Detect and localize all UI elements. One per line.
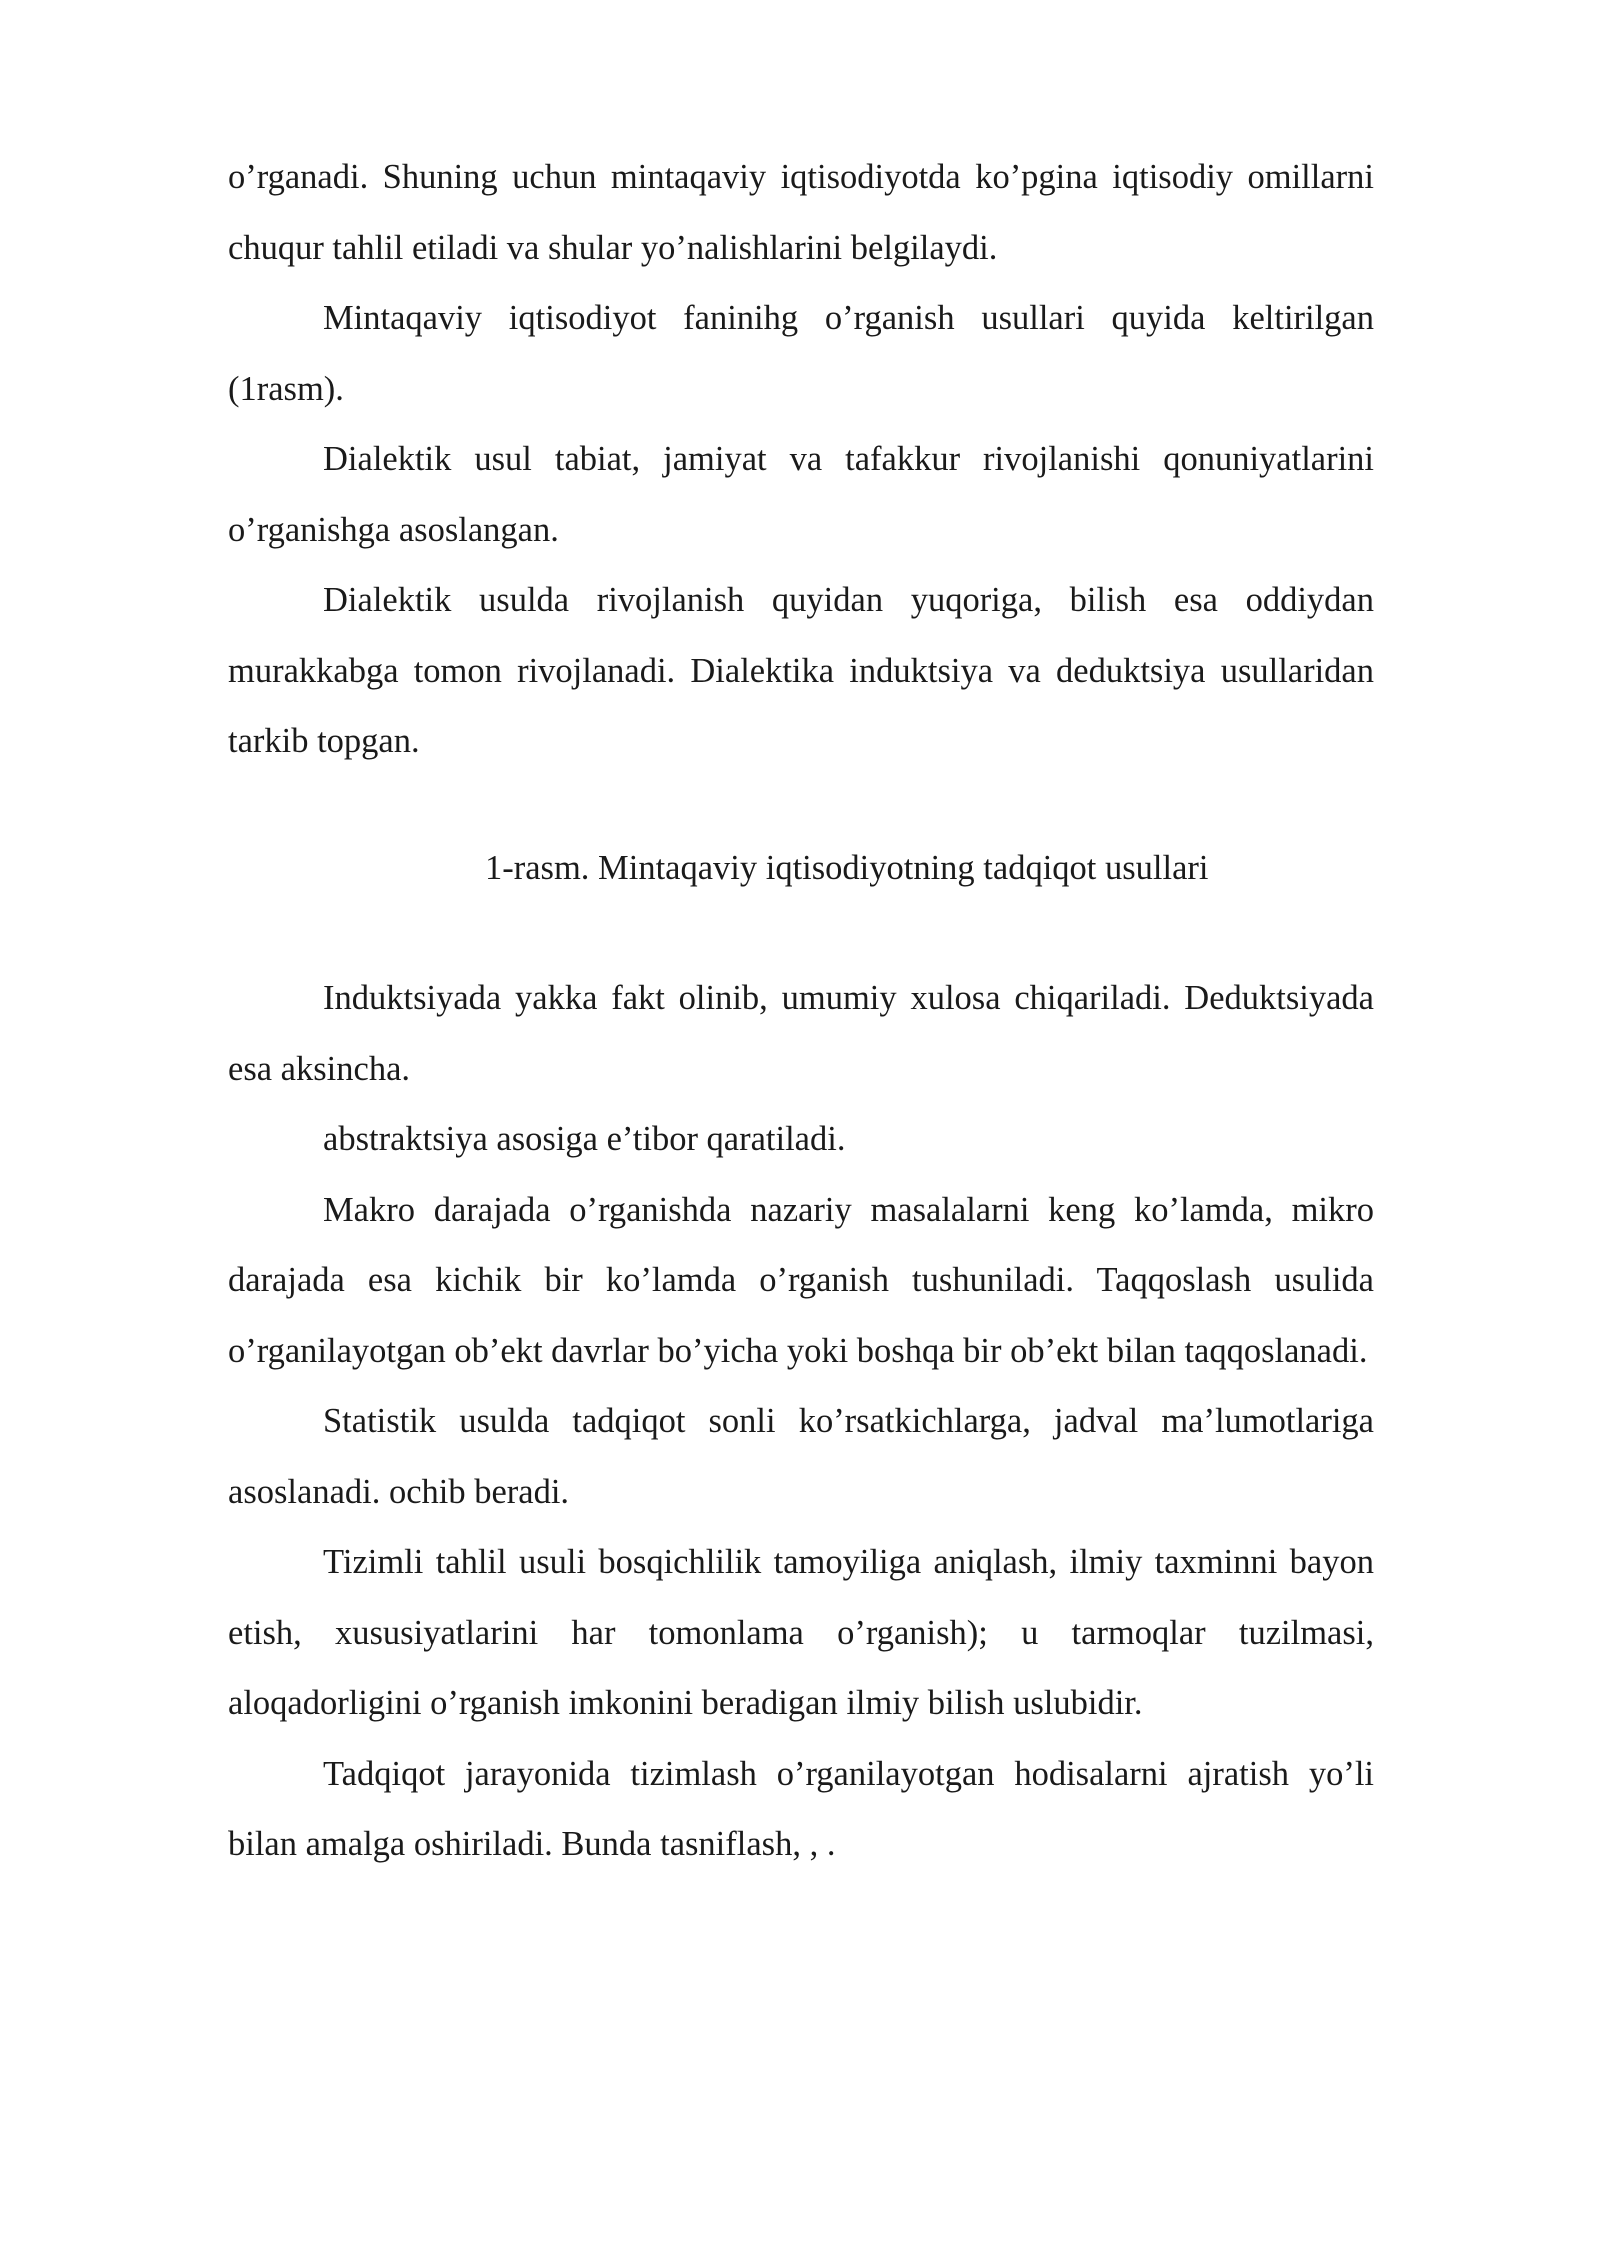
- paragraph: o’rganadi. Shuning uchun mintaqaviy iqtisodiyotda ko’pgina iqtisodiy omillarni chuqur tahlil etiladi va shular yo’nalishlarini belgilaydi.: [228, 158, 1374, 267]
- paragraph: Statistik usulda tadqiqot sonli ko’rsatkichlarga, jadval ma’lumotlariga asoslanadi. ochib beradi.: [228, 1402, 1374, 1511]
- figure-caption: 1-rasm. Mintaqaviy iqtisodiyotning tadqiqot usullari: [485, 848, 1209, 887]
- paragraph: abstraktsiya asosiga e’tibor qaratiladi.: [323, 1120, 846, 1158]
- figure-spacer: [228, 903, 1374, 963]
- paragraph: Dialektik usulda rivojlanish quyidan yuqoriga, bilish esa oddiydan murakkabga tomon rivojlanadi. Dialektika induktsiya va deduktsiya usullaridan tarkib topgan.: [228, 581, 1374, 760]
- document-page: [228, 142, 1374, 1880]
- paragraph: Induktsiyada yakka fakt olinib, umumiy xulosa chiqariladi. Deduktsiyada esa aksincha.: [228, 979, 1374, 1088]
- paragraph: Dialektik usul tabiat, jamiyat va tafakkur rivojlanishi qonuniyatlarini o’rganishga asoslangan.: [228, 440, 1374, 549]
- figure-spacer: [228, 777, 1374, 833]
- paragraph: Tadqiqot jarayonida tizimlash o’rganilayotgan hodisalarni ajratish yo’li bilan amalga oshiriladi. Bunda tasniflash, , .: [228, 1754, 1374, 1863]
- paragraph: Makro darajada o’rganishda nazariy masalalarni keng ko’lamda, mikro darajada esa kichik bir ko’lamda o’rganish tushuniladi. Taqqoslash usulida o’rganilayotgan ob’ekt davrlar bo’yicha yoki boshqa bir ob’ekt bilan taqqoslanadi.: [228, 1190, 1374, 1370]
- paragraph: Tizimli tahlil usuli bosqichlilik tamoyiliga aniqlash, ilmiy taxminni bayon etish, xususiyatlarini har tomonlama o’rganish); u tarmoqlar tuzilmasi, aloqadorligini o’rganish imkonini beradigan ilmiy bilish uslubidir.: [228, 1543, 1374, 1722]
- paragraph: Mintaqaviy iqtisodiyot faninihg o’rganish usullari quyida keltirilgan (1rasm).: [228, 299, 1374, 408]
